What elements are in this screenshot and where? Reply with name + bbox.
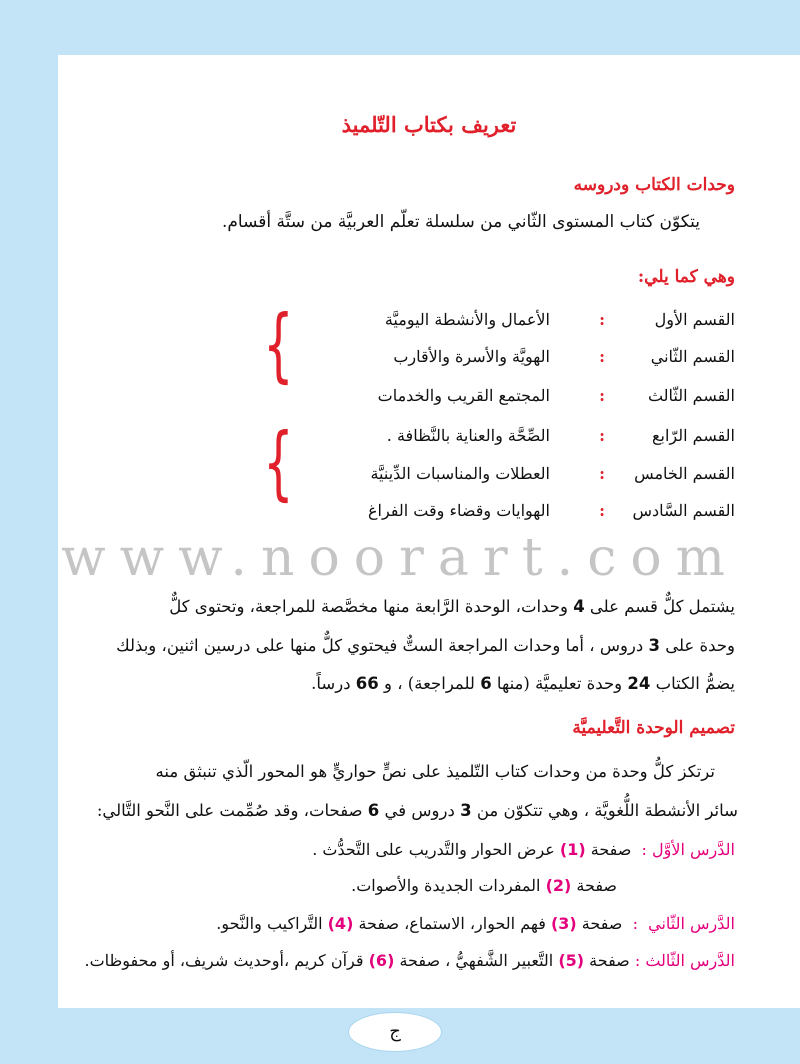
section-desc: الأعمال والأنشطة اليوميَّة xyxy=(384,310,550,329)
section-name: القسم الثّاني xyxy=(650,347,735,366)
colon: : xyxy=(599,347,605,366)
intro-text: يتكوّن كتاب المستوى الثّاني من سلسلة تعلّم العربيَّة من ستَّة أقسام. xyxy=(221,212,700,232)
brace-icon: { xyxy=(263,416,294,509)
colon: : xyxy=(599,386,605,405)
colon: : xyxy=(599,426,605,445)
lesson-3: الدَّرس الثّالث : صفحة (5) التَّعبير الشَّفهيُّ ، صفحة (6) قرآن كريم ،أوحديث شريف، أو محفوظات. xyxy=(84,951,735,970)
section-name: القسم الأول xyxy=(654,310,735,329)
colon: : xyxy=(599,310,605,329)
lesson-1: الدَّرس الأوَّل : صفحة (1) عرض الحوار والتَّدريب على التَّحدُّث . xyxy=(312,840,735,859)
section-name: القسم الخامس xyxy=(634,464,735,483)
section-heading-units: وحدات الكتاب ودروسه xyxy=(573,175,735,195)
page-title: تعريف بكتاب التّلميذ xyxy=(341,112,517,137)
paragraph-line: يشتمل كلٌّ قسم على 4 وحدات، الوحدة الرَّابعة منها مخصَّصة للمراجعة، وتحتوى كلٌّ xyxy=(169,597,735,616)
page-number: ج xyxy=(348,1012,442,1052)
list-intro: وهي كما يلي: xyxy=(637,267,735,287)
lesson-2: الدَّرس الثّاني : صفحة (3) فهم الحوار، الاستماع، صفحة (4) التَّراكيب والنَّحو. xyxy=(216,914,735,933)
section-desc: الهويَّة والأسرة والأقارب xyxy=(393,347,550,366)
paragraph-line: وحدة على 3 دروس ، أما وحدات المراجعة الستٌّ فيحتوي كلٌّ منها على درسين اثنين، وبذلك xyxy=(116,636,735,655)
colon: : xyxy=(599,501,605,520)
section-desc: الصِّحَّة والعناية بالنَّظافة . xyxy=(386,426,550,445)
colon: : xyxy=(599,464,605,483)
brace-icon: { xyxy=(263,298,294,391)
paragraph-line: يضمُّ الكتاب 24 وحدة تعليميَّة (منها 6 للمراجعة) ، و 66 درساً. xyxy=(311,674,735,693)
paragraph-line: سائر الأنشطة اللُّغويَّة ، وهي تتكوّن من 3 دروس في 6 صفحات، وقد صُمِّمت على النَّحو التَّالي: xyxy=(96,801,738,820)
section-name: القسم الثّالث xyxy=(647,386,735,405)
section-name: القسم السَّادس xyxy=(632,501,735,520)
lesson-1-page-2: صفحة (2) المفردات الجديدة والأصوات. xyxy=(351,876,617,895)
section-desc: المجتمع القريب والخدمات xyxy=(377,386,550,405)
section-desc: الهوايات وقضاء وقت الفراغ xyxy=(367,501,550,520)
section-heading-design: تصميم الوحدة التَّعليميَّة xyxy=(572,718,735,738)
watermark: www.noorart.com xyxy=(61,528,739,588)
section-name: القسم الرّابع xyxy=(652,426,735,445)
section-desc: العطلات والمناسبات الدِّينيَّة xyxy=(370,464,550,483)
paragraph-line: ترتكز كلُّ وحدة من وحدات كتاب التّلميذ على نصٍّ حواريٍّ هو المحور الّذي تنبثق منه xyxy=(155,762,715,781)
